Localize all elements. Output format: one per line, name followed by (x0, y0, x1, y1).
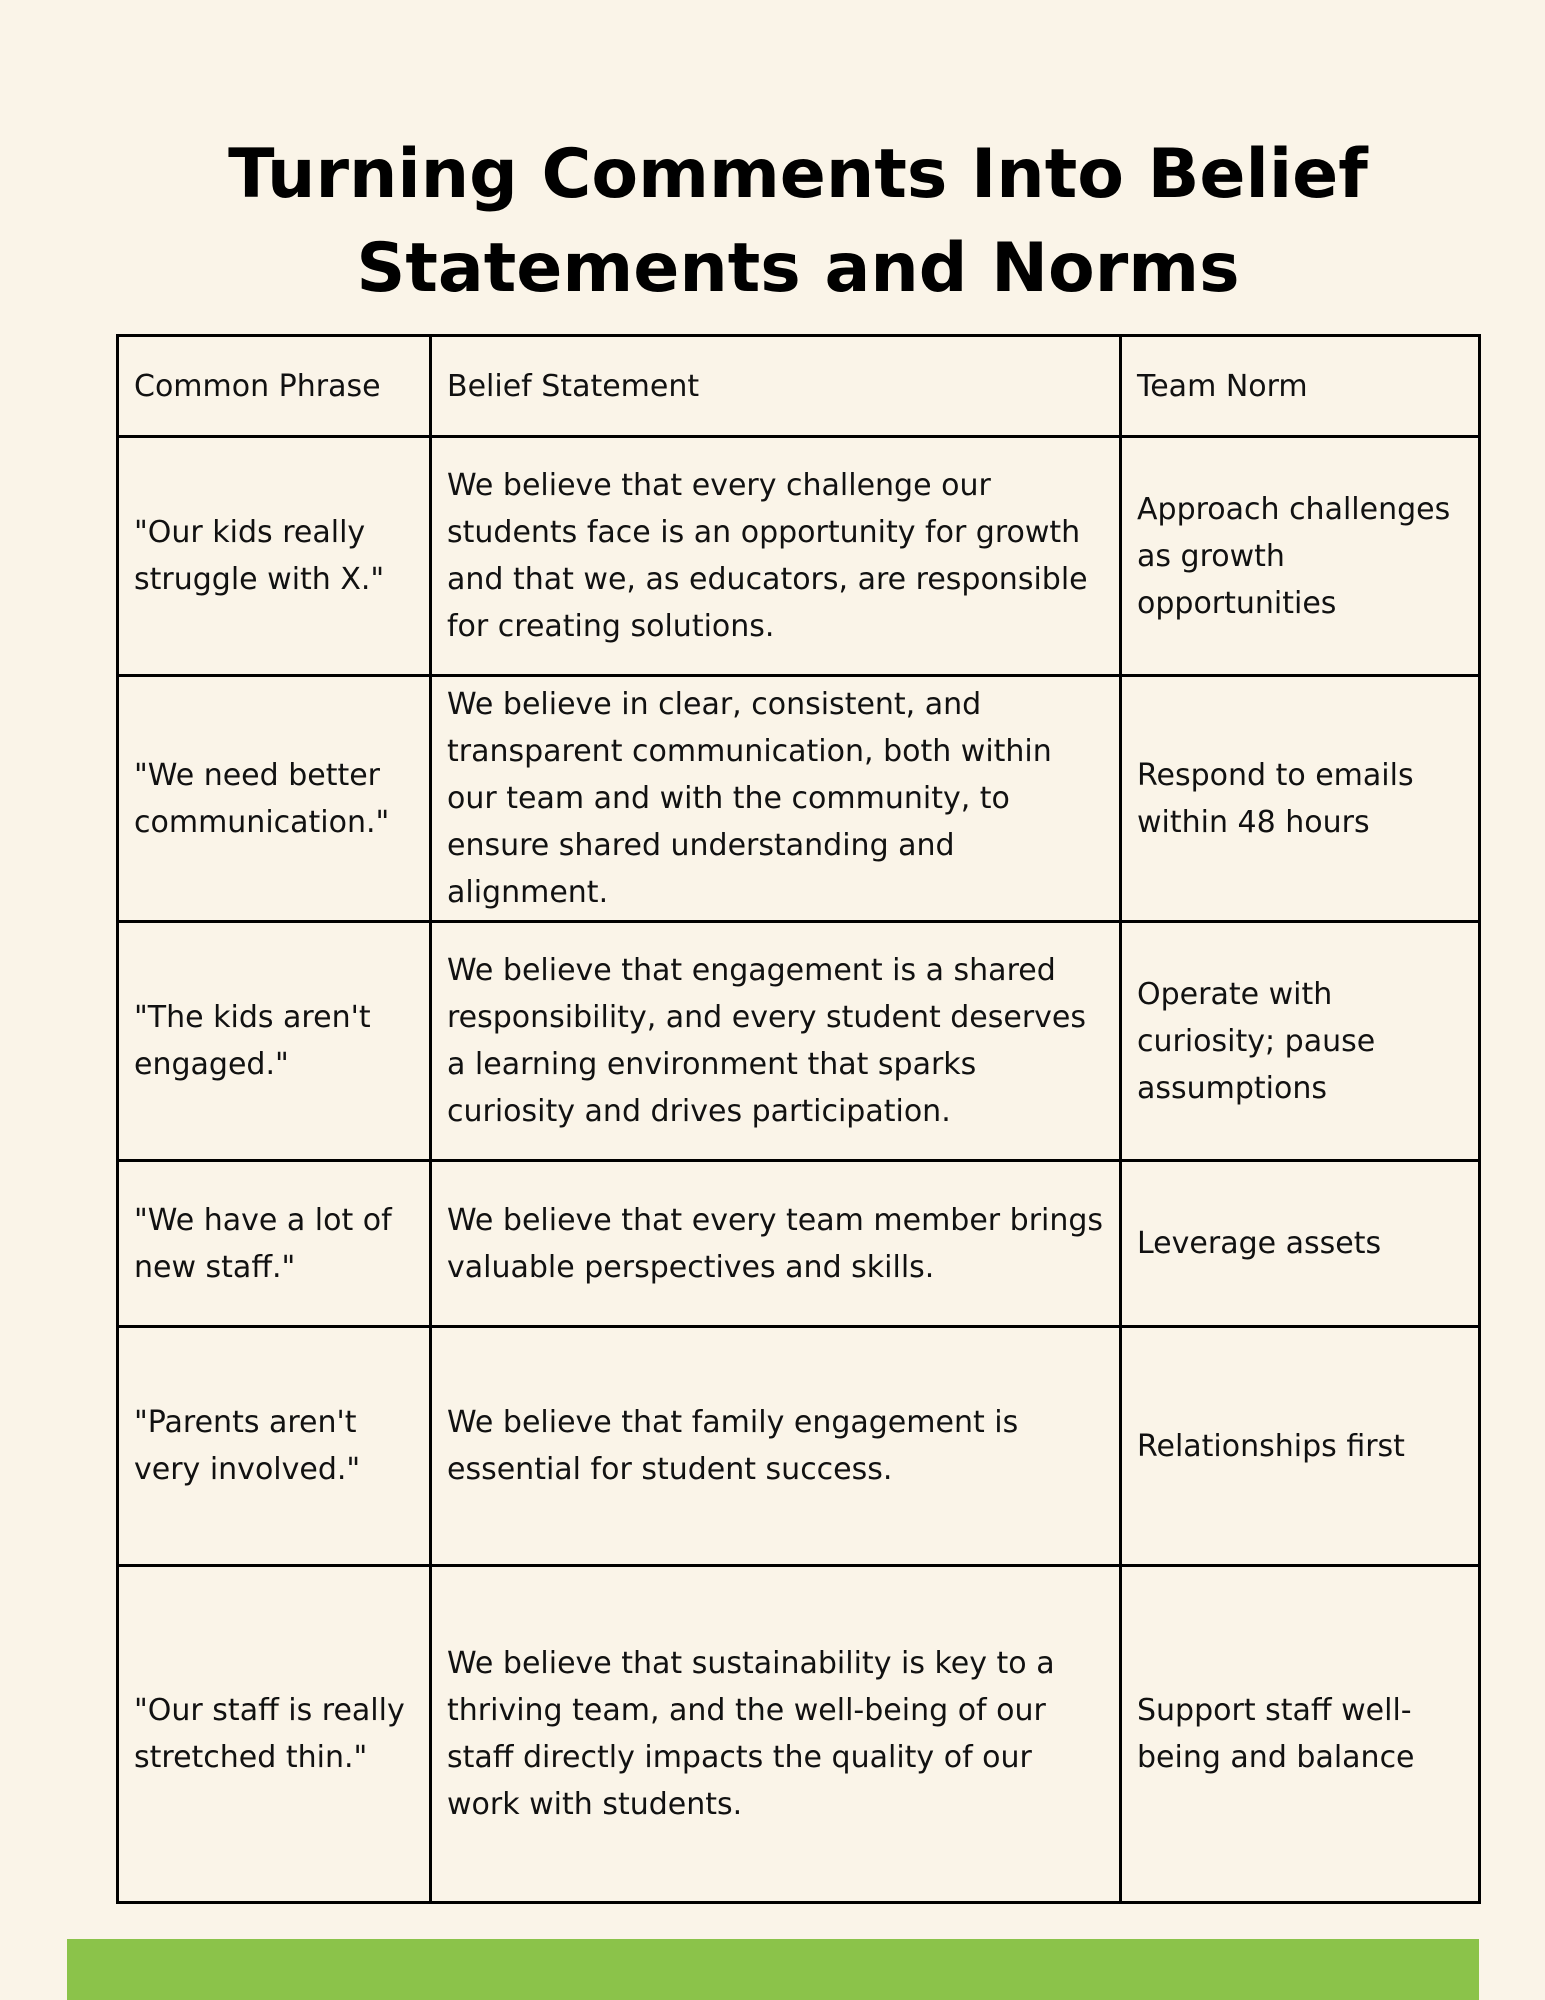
belief-norms-table (116, 334, 1481, 1904)
common-phrase-cell: "Our staff is really stretched thin." (118, 1566, 431, 1903)
table-row (118, 437, 1480, 676)
footer-accent-bar (67, 1939, 1479, 2000)
page-title-line-2: Statements and Norms (356, 229, 1240, 308)
team-norm-cell: Operate with curiosity; pause assumptions (1121, 922, 1480, 1161)
belief-statement-cell: We believe that every team member brings valuable perspectives and skills. (431, 1161, 1121, 1327)
header-team-norm: Team Norm (1121, 336, 1480, 437)
common-phrase-cell: "Parents aren't very involved." (118, 1327, 431, 1566)
page-title-line-1: Turning Comments Into Belief (228, 135, 1368, 214)
belief-statement-cell: We believe that engagement is a shared responsibility, and every student deserves a learning environment that sparks curiosity and drives participation. (431, 922, 1121, 1161)
table-row (118, 1161, 1480, 1327)
common-phrase-cell: "Our kids really struggle with X." (118, 437, 431, 676)
team-norm-cell: Approach challenges as growth opportunities (1121, 437, 1480, 676)
belief-statement-cell: We believe that sustainability is key to a thriving team, and the well-being of our staff directly impacts the quality of our work with students. (431, 1566, 1121, 1903)
team-norm-cell: Relationships first (1121, 1327, 1480, 1566)
common-phrase-cell: "We have a lot of new staff." (118, 1161, 431, 1327)
header-common-phrase: Common Phrase (118, 336, 431, 437)
table-header-row (118, 336, 1480, 437)
header-belief-statement: Belief Statement (431, 336, 1121, 437)
table-row (118, 922, 1480, 1161)
table-row (118, 1566, 1480, 1903)
belief-statement-cell: We believe that every challenge our students face is an opportunity for growth and that we, as educators, are responsible for creating solutions. (431, 437, 1121, 676)
table-row (118, 1327, 1480, 1566)
table-row (118, 676, 1480, 922)
common-phrase-cell: "The kids aren't engaged." (118, 922, 431, 1161)
page-title (0, 128, 1545, 316)
team-norm-cell: Respond to emails within 48 hours (1121, 676, 1480, 922)
team-norm-cell: Leverage assets (1121, 1161, 1480, 1327)
belief-statement-cell: We believe in clear, consistent, and transparent communication, both within our team and with the community, to ensure shared understanding and alignment. (431, 676, 1121, 922)
common-phrase-cell: "We need better communication." (118, 676, 431, 922)
team-norm-cell: Support staff well-being and balance (1121, 1566, 1480, 1903)
belief-statement-cell: We believe that family engagement is essential for student success. (431, 1327, 1121, 1566)
